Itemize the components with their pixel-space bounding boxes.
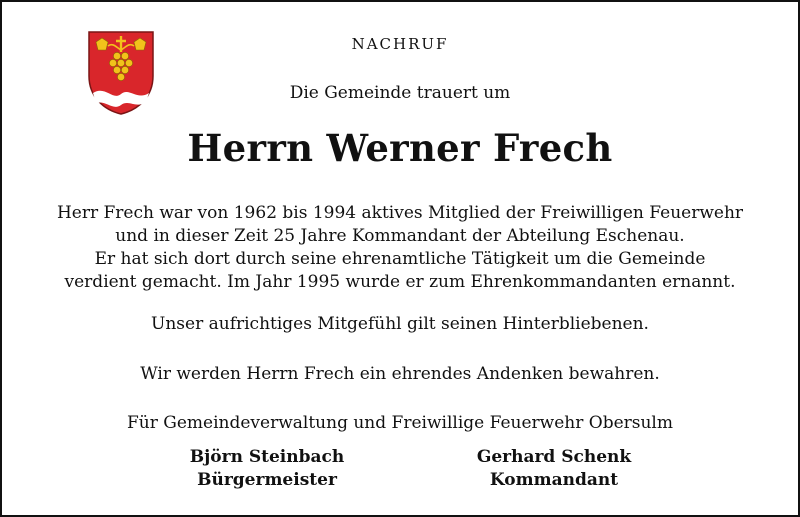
remembrance-line: Wir werden Herrn Frech ein ehrendes Andenken bewahren. [140,364,660,384]
intro-line: Die Gemeinde trauert um [289,83,511,103]
tribute-line: und in dieser Zeit 25 Jahre Kommandant der Abteilung Eschenau. [115,226,685,246]
signatory-commander [424,446,684,492]
signatory-title: Bürgermeister [197,470,337,490]
signatory-name: Björn Steinbach [189,447,345,467]
deceased-name: Herrn Werner Frech [187,126,613,170]
tribute-line: verdient gemacht. Im Jahr 1995 wurde er zum Ehrenkommandanten ernannt. [64,272,736,292]
notice-heading: NACHRUF [351,35,449,53]
signatory-mayor [137,446,397,492]
signatory-name: Gerhard Schenk [476,447,632,467]
condolence-line: Unser aufrichtiges Mitgefühl gilt seinen Hinterbliebenen. [151,314,649,334]
tribute-paragraph [42,202,758,294]
tribute-line: Herr Frech war von 1962 bis 1994 aktives Mitglied der Freiwilligen Feuerwehr [56,203,744,223]
on-behalf-line: Für Gemeindeverwaltung und Freiwillige Feuerwehr Obersulm [127,413,673,433]
tribute-line: Er hat sich dort durch seine ehrenamtliche Tätigkeit um die Gemeinde [94,249,706,269]
signatory-title: Kommandant [489,470,619,490]
